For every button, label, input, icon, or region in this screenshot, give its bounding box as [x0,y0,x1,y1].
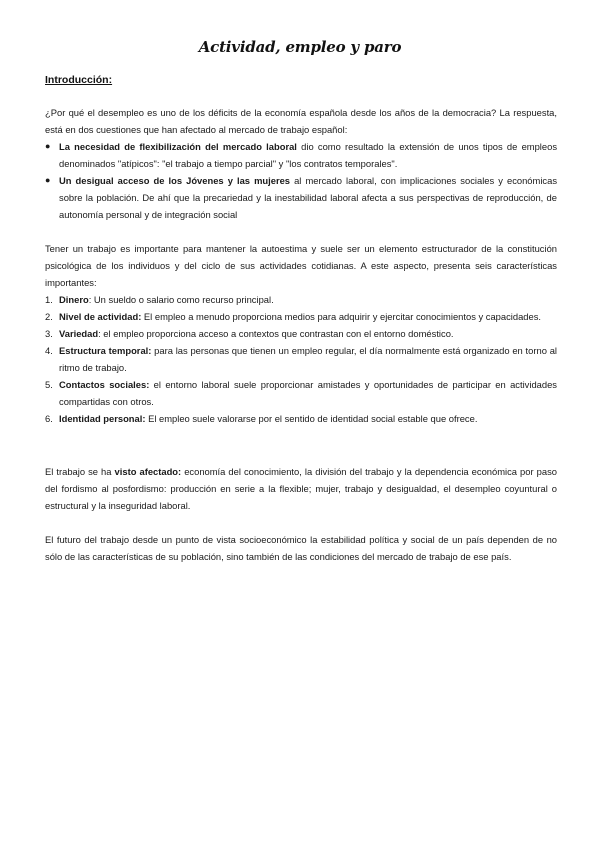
bullet-icon: ● [45,141,51,151]
list-item-text: dio como resultado la extensión de unos tipos de empleos denominados "atípicos": "el trabajo a tiempo parcial" y "los contratos temporales". [59,141,558,169]
list-number: 5. [45,379,53,390]
paragraph-text: El trabajo se ha [45,466,115,477]
section-heading: Introducción: [45,74,113,86]
bullet-icon: ● [45,175,51,185]
intro-paragraph: ¿Por qué el desempleo es uno de los déficits de la economía española desde los años de la democracia? La respuesta, está en dos cuestiones que han afectado al mercado de trabajo español: [45,107,557,135]
list-item-bold: Nivel de actividad: [59,311,142,322]
paragraph-text: economía del conocimiento, la división del trabajo y la dependencia económica por paso del fordismo al posfordismo: producción en serie a la flexible; mujer, trabajo y desigualdad, el desempleo coyuntural o estructural y la inseguridad laboral. [45,466,557,511]
bullet-list [45,138,557,223]
list-item-text: : el empleo proporciona acceso a contextos que contrastan con el entorno doméstico. [98,328,454,339]
list-item-text: El empleo a menudo proporciona medios para adquirir y ejercitar conocimientos y capacidades. [141,311,542,322]
list-item-bold: Contactos sociales: [59,379,150,390]
page-title: Actividad, empleo y paro [198,38,402,56]
list-number: 1. [45,294,53,305]
body-paragraph [45,463,557,514]
paragraph-bold: visto afectado: [114,466,182,477]
list-item [45,325,557,342]
list-item [45,308,557,325]
list-item [45,291,557,308]
body-paragraph: Tener un trabajo es importante para mantener la autoestima y suele ser un elemento estructurador de la constitución psicológica de los individuos y del ciclo de sus actividades cotidianas. A este aspecto, presenta seis características importantes: [45,243,557,288]
list-item-text: al mercado laboral, con implicaciones sociales y económicas sobre la población. De ahí que la precariedad y la inestabilidad laboral afecta a sus perspectivas de reproducción, de autonomía personal y de integración social [59,175,558,220]
list-item-bold: Estructura temporal: [59,345,152,356]
list-item-text: : Un sueldo o salario como recurso principal. [88,294,274,305]
numbered-list [45,291,557,427]
list-item [45,410,557,427]
list-item-bold: Dinero [59,294,89,305]
list-item [45,172,557,223]
list-number: 2. [45,311,53,322]
list-item-text: el entorno laboral suele proporcionar amistades y oportunidades de participar en actividades compartidas con otros. [59,379,557,407]
list-number: 4. [45,345,53,356]
list-number: 3. [45,328,53,339]
list-item-bold: La necesidad de flexibilización del mercado laboral [59,141,297,152]
list-item-bold: Identidad personal: [59,413,146,424]
list-item-bold: Un desigual acceso de los Jóvenes y las mujeres [59,175,291,186]
list-item-text: para las personas que tienen un empleo regular, el día normalmente está organizado en torno al ritmo de trabajo. [59,345,557,373]
body-paragraph: El futuro del trabajo desde un punto de vista socioeconómico la estabilidad política y social de un país dependen de no sólo de las características de su población, sino también de las condiciones del mercado de trabajo de ese país. [45,534,557,562]
list-item-bold: Variedad [59,328,99,339]
list-item [45,376,557,410]
list-item [45,342,557,376]
list-item-text: El empleo suele valorarse por el sentido de identidad social estable que ofrece. [145,413,478,424]
list-item [45,138,557,172]
list-number: 6. [45,413,53,424]
